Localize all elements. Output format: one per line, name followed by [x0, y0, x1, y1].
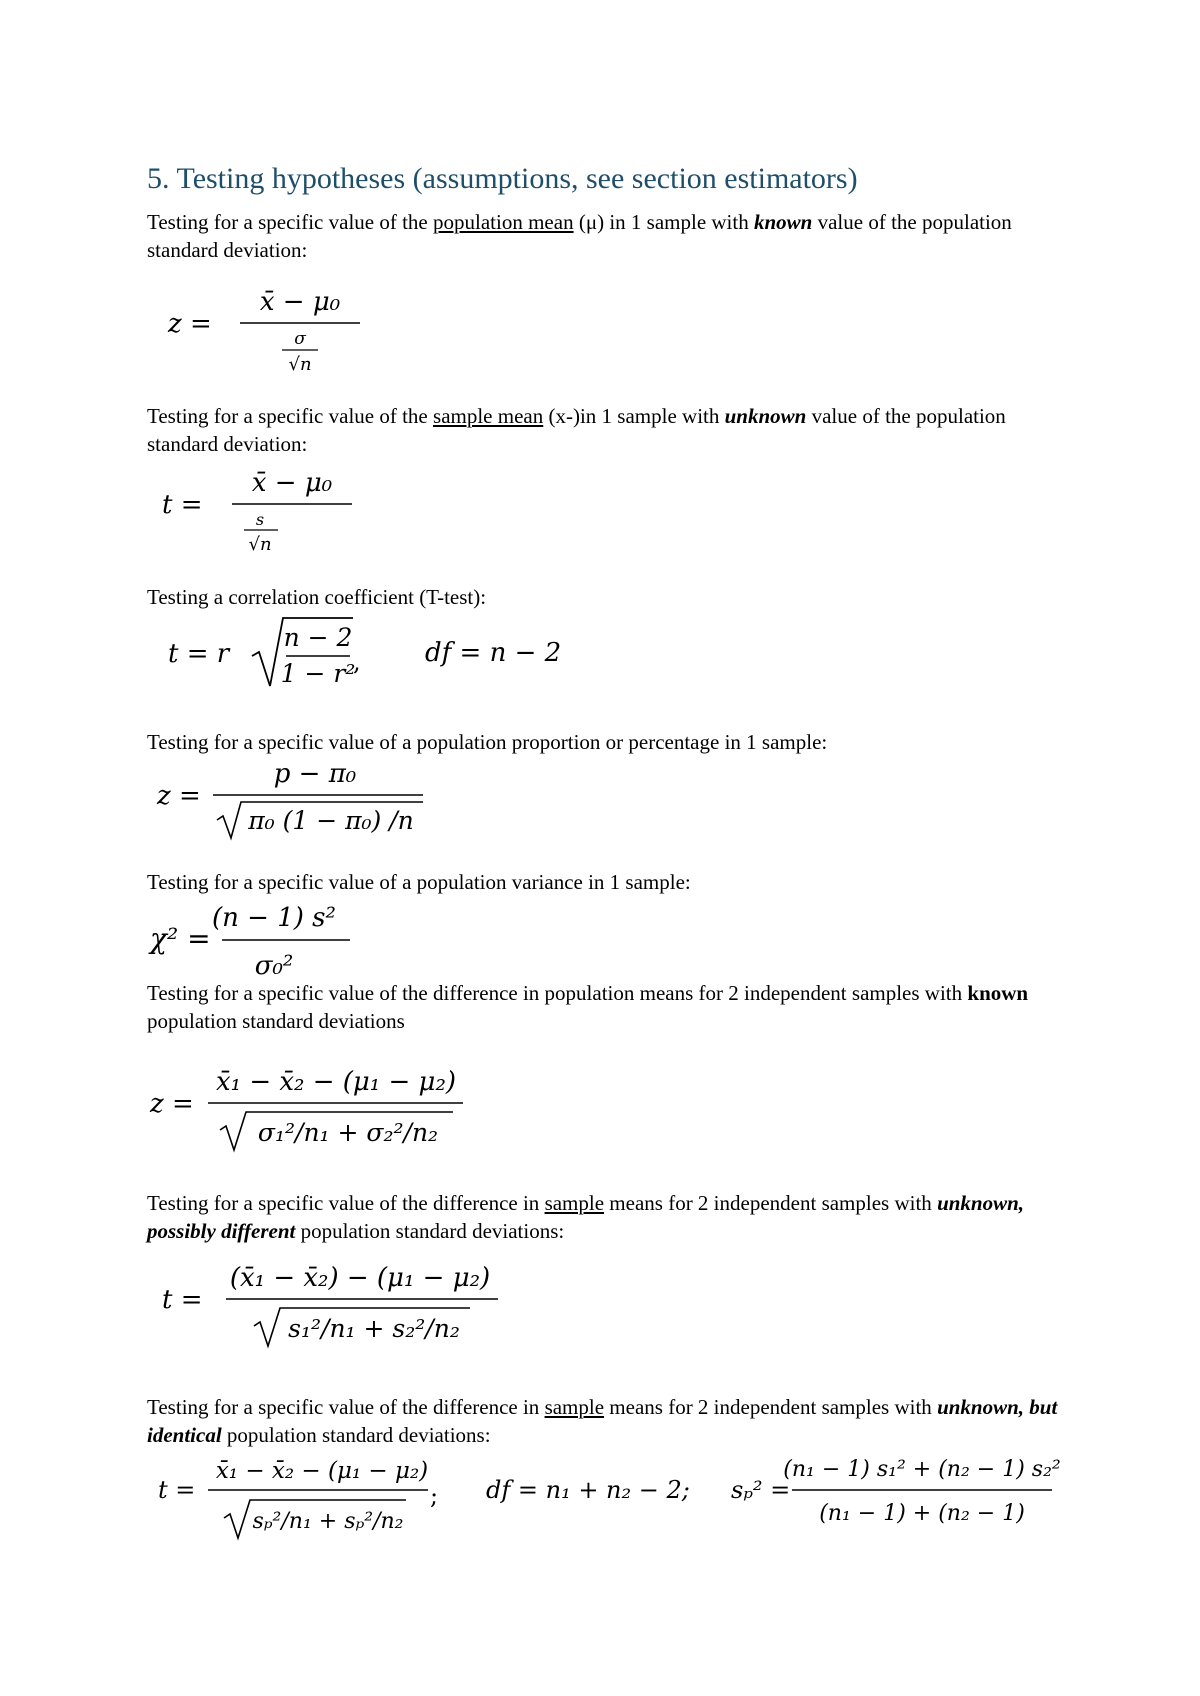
text-run: Testing for a specific value of the — [147, 210, 434, 234]
paragraph-correlation: Testing a correlation coefficient (T-test): — [147, 585, 487, 609]
formula-denominator: π₀ (1 − π₀) /n — [248, 806, 414, 835]
formula-numerator: x̄₁ − x̄₂ − (μ₁ − μ₂) — [215, 1067, 457, 1097]
paragraph-difference-unknown-different — [147, 1189, 1077, 1245]
paragraph-difference-unknown-identical — [147, 1393, 1077, 1449]
formula-z-mean — [160, 278, 360, 378]
formula-numerator: (x̄₁ − x̄₂) − (μ₁ − μ₂) — [229, 1263, 491, 1293]
text-run: Testing for a specific value of the difference in population means for 2 independent samples with — [147, 981, 968, 1005]
formula-t-mean — [160, 463, 360, 563]
emphasis-term: unknown, but identical — [147, 1395, 1058, 1447]
text-run: Testing for a specific value of the — [147, 404, 434, 428]
formula-lhs: t = — [158, 1476, 196, 1504]
emphasis-term: known — [753, 210, 813, 234]
text-run: value of the population standard deviation: — [147, 404, 1006, 456]
emphasis-term: unknown, possibly different — [147, 1191, 1025, 1243]
formula-df: df = n − 2 — [425, 638, 562, 668]
formula-numerator: (n − 1) s² — [212, 903, 336, 933]
text-run: population standard deviations: — [221, 1423, 491, 1447]
formula-denominator: s₁²/n₁ + s₂²/n₂ — [288, 1314, 460, 1343]
formula-z-difference — [148, 1060, 478, 1160]
formula-df: df = n₁ + n₂ − 2; — [486, 1476, 690, 1504]
text-run: (x-)in 1 sample with — [543, 404, 725, 428]
formula-lhs: t = — [162, 490, 203, 520]
formula-denominator: σ₀² — [254, 951, 294, 981]
formula-sp-denominator: (n₁ − 1) + (n₂ − 1) — [819, 1501, 1025, 1526]
formula-numerator: p − π₀ — [273, 759, 357, 789]
formula-numerator: x̄ − μ₀ — [259, 287, 341, 317]
text-run: Testing for a specific value of the difference in — [147, 1191, 545, 1215]
text-run: population standard deviations — [147, 1009, 405, 1033]
formula-denominator-bottom: √n — [248, 534, 272, 555]
formula-numerator: x̄₁ − x̄₂ − (μ₁ − μ₂) — [215, 1458, 429, 1484]
underlined-term: sample — [544, 1191, 605, 1215]
formula-chi-square-variance — [148, 898, 368, 988]
formula-sp-lhs: sₚ² = — [731, 1476, 791, 1504]
emphasis-term: unknown — [724, 404, 807, 428]
paragraph-sample-mean-unknown — [147, 402, 1077, 458]
formula-denominator-top: σ — [294, 329, 306, 349]
underlined-term: sample — [544, 1395, 605, 1419]
underlined-term: sample mean — [433, 404, 544, 428]
formula-lhs: t = — [162, 1285, 203, 1315]
formula-denominator: σ₁²/n₁ + σ₂²/n₂ — [257, 1118, 439, 1147]
formula-comma: , — [353, 648, 361, 676]
formula-numerator: x̄ − μ₀ — [251, 468, 333, 498]
formula-denominator-top: s — [255, 510, 265, 529]
paragraph-population-mean-known — [147, 208, 1077, 264]
formula-t-correlation — [160, 612, 580, 692]
text-run: population standard deviations: — [295, 1219, 565, 1243]
section-heading: 5. Testing hypotheses (assumptions, see section estimators) — [147, 162, 858, 195]
formula-denominator-bottom: √n — [288, 354, 312, 375]
formula-t-pooled — [156, 1450, 1066, 1550]
formula-semicolon: ; — [430, 1482, 439, 1510]
formula-denominator: 1 − r² — [280, 659, 356, 688]
text-run: value of the population standard deviation: — [147, 210, 1012, 262]
paragraph-proportion: Testing for a specific value of a population proportion or percentage in 1 sample: — [147, 730, 828, 754]
formula-lhs: z = — [150, 1089, 194, 1119]
text-run: (μ) in 1 sample with — [573, 210, 754, 234]
formula-lhs: z = — [157, 781, 201, 811]
text-run: means for 2 independent samples with — [604, 1191, 938, 1215]
formula-lhs: z = — [168, 309, 212, 339]
paragraph-difference-known — [147, 979, 1077, 1035]
text-run: means for 2 independent samples with — [604, 1395, 938, 1419]
formula-lhs: χ² = — [150, 922, 211, 955]
formula-sp-numerator: (n₁ − 1) s₁² + (n₂ − 1) s₂² — [783, 1457, 1061, 1482]
formula-denominator: sₚ²/n₁ + sₚ²/n₂ — [252, 1509, 404, 1534]
text-run: Testing for a specific value of the difference in — [147, 1395, 545, 1419]
formula-z-proportion — [155, 758, 445, 848]
underlined-term: population mean — [433, 210, 574, 234]
formula-lhs: t = r — [168, 639, 230, 669]
emphasis-term: known — [967, 981, 1029, 1005]
paragraph-variance: Testing for a specific value of a population variance in 1 sample: — [147, 870, 691, 894]
formula-numerator: n − 2 — [283, 623, 353, 652]
formula-t-difference — [160, 1256, 510, 1356]
